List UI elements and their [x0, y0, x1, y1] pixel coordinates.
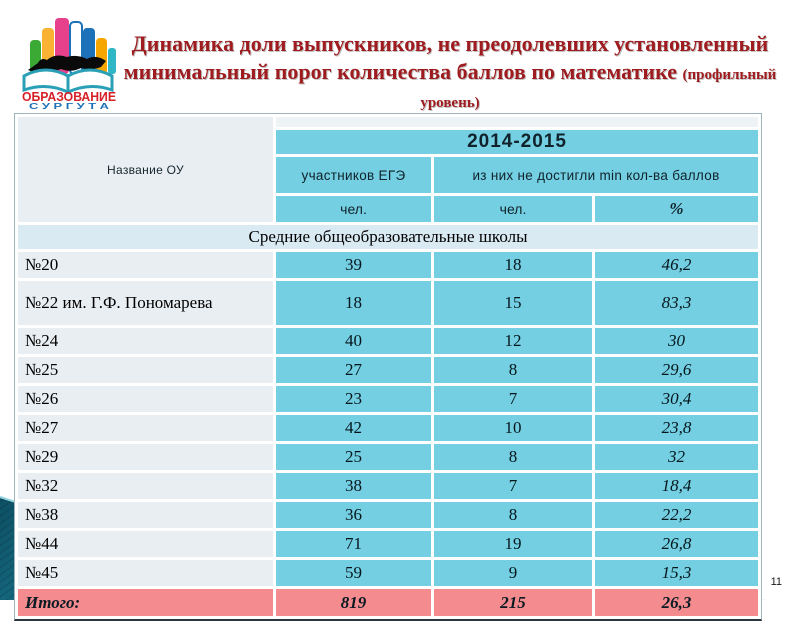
school-name-cell: №24 [18, 328, 273, 354]
percent-cell: 26,8 [595, 531, 758, 557]
total-row [18, 589, 758, 616]
table-row [18, 560, 758, 586]
slide-title-suffix: (профильный уровень) [420, 67, 777, 112]
school-name-cell: №32 [18, 473, 273, 499]
percent-cell: 32 [595, 444, 758, 470]
not-passed-cell: 8 [434, 502, 592, 528]
percent-cell: 18,4 [595, 473, 758, 499]
slide-title-line2: минимальный порог количества баллов по математике (профильный уровень) [123, 59, 777, 112]
percent-cell: 46,2 [595, 252, 758, 278]
not-passed-cell: 18 [434, 252, 592, 278]
participants-cell: 25 [276, 444, 431, 470]
slide-title-line1: Динамика доли выпускников, не преодолевших установленный [131, 31, 769, 56]
name-column-header: Название ОУ [18, 117, 273, 222]
unit-header-cell: чел. [434, 196, 592, 222]
not-passed-header-cell: из них не достигли min кол-ва баллов [434, 157, 758, 193]
not-passed-cell: 7 [434, 473, 592, 499]
header-spacer-cell [276, 117, 758, 127]
participants-header-cell: участников ЕГЭ [276, 157, 431, 193]
unit-header-cell: чел. [276, 196, 431, 222]
table-row [18, 473, 758, 499]
logo-org-name: ОБРАЗОВАНИЕ [22, 89, 117, 104]
school-name-cell: №20 [18, 252, 273, 278]
participants-cell: 42 [276, 415, 431, 441]
school-name-cell: №38 [18, 502, 273, 528]
not-passed-cell: 15 [434, 281, 592, 325]
table-header-rows [18, 117, 758, 249]
table-row [18, 531, 758, 557]
table-row [18, 328, 758, 354]
school-name-cell: №29 [18, 444, 273, 470]
school-rows [18, 252, 758, 586]
participants-cell: 36 [276, 502, 431, 528]
school-name-cell: №27 [18, 415, 273, 441]
slide-title [112, 30, 788, 114]
table-row [18, 281, 758, 325]
participants-cell: 27 [276, 357, 431, 383]
participants-cell: 39 [276, 252, 431, 278]
school-name-cell: №45 [18, 560, 273, 586]
participants-cell: 18 [276, 281, 431, 325]
table-row [18, 502, 758, 528]
not-passed-cell: 8 [434, 357, 592, 383]
table-row [18, 386, 758, 412]
percent-cell: 29,6 [595, 357, 758, 383]
table-row [18, 444, 758, 470]
education-surgut-logo [18, 6, 120, 110]
section-header-row: Средние общеобразовательные школы [18, 225, 758, 249]
school-name-cell: №25 [18, 357, 273, 383]
participants-cell: 71 [276, 531, 431, 557]
total-label-cell: Итого: [18, 589, 273, 616]
logo-org-city: С У Р Г У Т А [29, 102, 110, 111]
school-name-cell: №44 [18, 531, 273, 557]
page-number: 11 [770, 576, 782, 588]
not-passed-cell: 12 [434, 328, 592, 354]
percent-cell: 23,8 [595, 415, 758, 441]
not-passed-cell: 19 [434, 531, 592, 557]
year-header-cell: 2014-2015 [276, 130, 758, 154]
percent-cell: 15,3 [595, 560, 758, 586]
table-row [18, 415, 758, 441]
participants-cell: 40 [276, 328, 431, 354]
participants-cell: 23 [276, 386, 431, 412]
school-name-cell: №22 им. Г.Ф. Пономарева [18, 281, 273, 325]
school-name-cell: №26 [18, 386, 273, 412]
not-passed-cell: 8 [434, 444, 592, 470]
table-row [18, 252, 758, 278]
not-passed-cell: 7 [434, 386, 592, 412]
table-total-rows [18, 589, 758, 616]
percent-cell: 22,2 [595, 502, 758, 528]
table-row [18, 357, 758, 383]
total-participants-cell: 819 [276, 589, 431, 616]
percent-cell: 83,3 [595, 281, 758, 325]
participants-cell: 59 [276, 560, 431, 586]
exam-results-table [14, 113, 762, 621]
total-percent-cell: 26,3 [595, 589, 758, 616]
not-passed-cell: 10 [434, 415, 592, 441]
percent-cell: 30,4 [595, 386, 758, 412]
percent-header-cell: % [595, 196, 758, 222]
not-passed-cell: 9 [434, 560, 592, 586]
participants-cell: 38 [276, 473, 431, 499]
percent-cell: 30 [595, 328, 758, 354]
total-not-passed-cell: 215 [434, 589, 592, 616]
